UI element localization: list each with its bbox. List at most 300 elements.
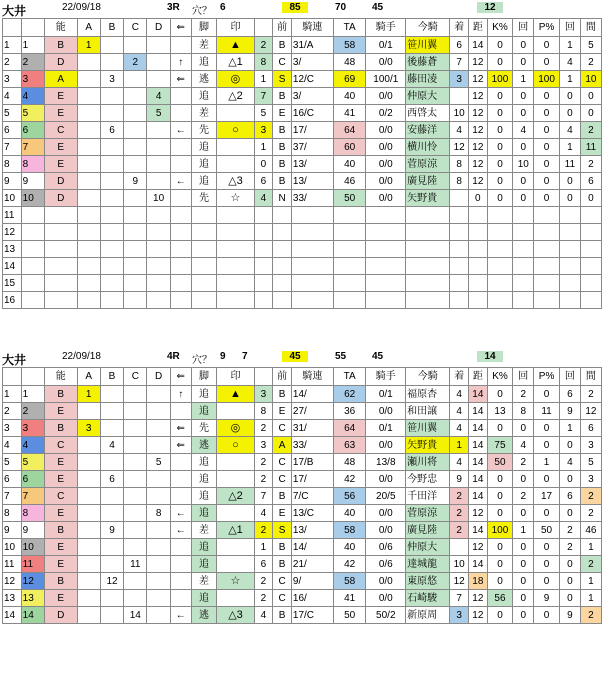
distance: 12 bbox=[469, 122, 488, 139]
frame-number: 4 bbox=[3, 88, 22, 105]
column-header: 距 bbox=[469, 368, 488, 386]
entry-row[interactable] bbox=[3, 122, 602, 139]
ability-grade: B bbox=[44, 522, 77, 539]
running-style: 逃 bbox=[191, 607, 217, 624]
jockey-combo: 31/ bbox=[291, 420, 333, 437]
empty-cell bbox=[77, 224, 100, 241]
distance: 14 bbox=[469, 437, 488, 454]
p-percent: 0 bbox=[534, 505, 560, 522]
column-header: ⇐ bbox=[170, 19, 191, 37]
score-a bbox=[77, 573, 100, 590]
entry-row[interactable] bbox=[3, 488, 602, 505]
ability-grade: E bbox=[44, 454, 77, 471]
mark-rank: 2 bbox=[254, 573, 273, 590]
mark-rank: 1 bbox=[254, 71, 273, 88]
column-header: B bbox=[100, 368, 123, 386]
finish: 9 bbox=[450, 471, 469, 488]
empty-cell bbox=[44, 258, 77, 275]
interval: 1 bbox=[580, 573, 601, 590]
empty-cell bbox=[559, 275, 580, 292]
prev-grade: B bbox=[273, 488, 292, 505]
finish: 3 bbox=[450, 71, 469, 88]
kai-count: 2 bbox=[513, 454, 534, 471]
score-d: 4 bbox=[147, 88, 170, 105]
entry-row[interactable] bbox=[3, 386, 602, 403]
empty-cell bbox=[450, 275, 469, 292]
kai-count-2: 6 bbox=[559, 488, 580, 505]
jockey-combo: 13/ bbox=[291, 522, 333, 539]
ta-index: 63 bbox=[333, 437, 366, 454]
row-number: 11 bbox=[3, 207, 22, 224]
interval: 1 bbox=[580, 539, 601, 556]
row-number: 14 bbox=[3, 258, 22, 275]
k-percent: 0 bbox=[487, 471, 513, 488]
empty-cell bbox=[580, 258, 601, 275]
empty-cell bbox=[333, 224, 366, 241]
ta-index: 41 bbox=[333, 105, 366, 122]
p-percent: 0 bbox=[534, 37, 560, 54]
entry-row[interactable] bbox=[3, 505, 602, 522]
empty-cell bbox=[254, 224, 273, 241]
empty-cell bbox=[291, 275, 333, 292]
entry-row[interactable] bbox=[3, 88, 602, 105]
empty-cell bbox=[513, 224, 534, 241]
k-percent: 0 bbox=[487, 173, 513, 190]
today-jockey: 西啓太 bbox=[406, 105, 450, 122]
p-percent: 0 bbox=[534, 471, 560, 488]
kai-count-2: 11 bbox=[559, 156, 580, 173]
distance: 14 bbox=[469, 556, 488, 573]
horse-number: 10 bbox=[21, 539, 44, 556]
empty-cell bbox=[254, 207, 273, 224]
entry-row[interactable] bbox=[3, 190, 602, 207]
mark-rank: 2 bbox=[254, 37, 273, 54]
column-header bbox=[3, 368, 22, 386]
score-d bbox=[147, 156, 170, 173]
running-style: 差 bbox=[191, 105, 217, 122]
distance: 12 bbox=[469, 139, 488, 156]
frame-number: 2 bbox=[3, 54, 22, 71]
empty-cell bbox=[191, 207, 217, 224]
jockey-combo: 14/ bbox=[291, 539, 333, 556]
entry-table bbox=[2, 367, 602, 624]
entry-row[interactable] bbox=[3, 556, 602, 573]
score-b bbox=[100, 88, 123, 105]
column-header: C bbox=[124, 19, 147, 37]
finish bbox=[450, 539, 469, 556]
kai-count: 4 bbox=[513, 122, 534, 139]
score-d bbox=[147, 173, 170, 190]
p-percent: 100 bbox=[534, 71, 560, 88]
empty-cell bbox=[406, 207, 450, 224]
score-b bbox=[100, 156, 123, 173]
prev-grade: C bbox=[273, 420, 292, 437]
ta-index: 64 bbox=[333, 420, 366, 437]
kai-count: 4 bbox=[513, 437, 534, 454]
horse-number: 8 bbox=[21, 156, 44, 173]
column-header: C bbox=[124, 368, 147, 386]
row-number: 13 bbox=[3, 241, 22, 258]
finish: 4 bbox=[450, 403, 469, 420]
empty-cell bbox=[487, 258, 513, 275]
empty-cell bbox=[469, 275, 488, 292]
mark-rank: 4 bbox=[254, 190, 273, 207]
empty-cell bbox=[291, 207, 333, 224]
today-jockey: 達城龍 bbox=[406, 556, 450, 573]
ability-grade: E bbox=[44, 139, 77, 156]
score-c bbox=[124, 488, 147, 505]
p-percent: 0 bbox=[534, 420, 560, 437]
empty-cell bbox=[217, 258, 254, 275]
entry-row[interactable] bbox=[3, 437, 602, 454]
ability-grade: B bbox=[44, 37, 77, 54]
running-style: 追 bbox=[191, 173, 217, 190]
score-b bbox=[100, 173, 123, 190]
today-jockey: 笹川翼 bbox=[406, 37, 450, 54]
ta-index: 69 bbox=[333, 71, 366, 88]
kai-count-2: 4 bbox=[559, 454, 580, 471]
entry-row[interactable] bbox=[3, 607, 602, 624]
ta-index: 40 bbox=[333, 505, 366, 522]
kishu-top: 45 bbox=[282, 351, 308, 362]
frame-number: 9 bbox=[3, 522, 22, 539]
kai-count-2: 1 bbox=[559, 71, 580, 88]
entry-row[interactable] bbox=[3, 454, 602, 471]
ability-grade: C bbox=[44, 122, 77, 139]
empty-cell bbox=[333, 275, 366, 292]
frame-number: 12 bbox=[3, 573, 22, 590]
p-percent: 0 bbox=[534, 386, 560, 403]
entry-row[interactable] bbox=[3, 37, 602, 54]
empty-cell bbox=[366, 275, 406, 292]
ta-index: 60 bbox=[333, 139, 366, 156]
score-c bbox=[124, 454, 147, 471]
column-header: 回 bbox=[513, 368, 534, 386]
ability-grade: E bbox=[44, 156, 77, 173]
entry-row[interactable] bbox=[3, 403, 602, 420]
jockey-combo: 16/C bbox=[291, 105, 333, 122]
finish: 12 bbox=[450, 573, 469, 590]
ta-index: 58 bbox=[333, 522, 366, 539]
finish: 2 bbox=[450, 488, 469, 505]
race-number: 4R bbox=[167, 351, 180, 362]
column-header: 今騎 bbox=[406, 19, 450, 37]
today-jockey: 菅原涼 bbox=[406, 156, 450, 173]
entry-row[interactable] bbox=[3, 105, 602, 122]
prediction-mark: △2 bbox=[217, 488, 254, 505]
kai-count: 0 bbox=[513, 139, 534, 156]
empty-cell bbox=[147, 241, 170, 258]
running-style: 追 bbox=[191, 139, 217, 156]
trend-arrow bbox=[170, 37, 191, 54]
entry-row[interactable] bbox=[3, 590, 602, 607]
kai-count-2: 0 bbox=[559, 556, 580, 573]
prediction-mark: ○ bbox=[217, 122, 254, 139]
today-jockey: 廣見陸 bbox=[406, 173, 450, 190]
prediction-mark: △1 bbox=[217, 54, 254, 71]
empty-cell bbox=[534, 207, 560, 224]
finish: 7 bbox=[450, 590, 469, 607]
empty-cell bbox=[124, 224, 147, 241]
ta-index: 42 bbox=[333, 471, 366, 488]
jockey-combo: 37/ bbox=[291, 139, 333, 156]
frame-number: 9 bbox=[3, 173, 22, 190]
jockey-combo: 33/ bbox=[291, 437, 333, 454]
entry-row[interactable] bbox=[3, 539, 602, 556]
running-style: 追 bbox=[191, 88, 217, 105]
p-percent: 0 bbox=[534, 173, 560, 190]
horse-number: 9 bbox=[21, 522, 44, 539]
running-style: 追 bbox=[191, 386, 217, 403]
p-percent: 0 bbox=[534, 556, 560, 573]
finish: 10 bbox=[450, 105, 469, 122]
empty-cell bbox=[333, 241, 366, 258]
distance: 14 bbox=[469, 37, 488, 54]
column-header: 回 bbox=[559, 368, 580, 386]
distance: 12 bbox=[469, 539, 488, 556]
score-d bbox=[147, 71, 170, 88]
empty-cell bbox=[21, 241, 44, 258]
entry-row[interactable] bbox=[3, 471, 602, 488]
score-a bbox=[77, 607, 100, 624]
kai-count-2: 2 bbox=[559, 522, 580, 539]
prev-grade: B bbox=[273, 156, 292, 173]
running-style: 追 bbox=[191, 54, 217, 71]
ta-index: 58 bbox=[333, 37, 366, 54]
race-header bbox=[2, 0, 602, 18]
entry-row[interactable] bbox=[3, 156, 602, 173]
column-header: 回 bbox=[513, 19, 534, 37]
entry-row[interactable] bbox=[3, 522, 602, 539]
ability-grade: E bbox=[44, 505, 77, 522]
kai-count: 1 bbox=[513, 71, 534, 88]
frame-number: 7 bbox=[3, 139, 22, 156]
empty-cell bbox=[273, 292, 292, 309]
k-percent: 0 bbox=[487, 607, 513, 624]
empty-cell bbox=[559, 207, 580, 224]
empty-cell bbox=[273, 224, 292, 241]
score-c bbox=[124, 437, 147, 454]
score-a bbox=[77, 522, 100, 539]
ability-grade: D bbox=[44, 190, 77, 207]
prediction-mark: ◎ bbox=[217, 420, 254, 437]
kai-count-2: 0 bbox=[559, 471, 580, 488]
empty-cell bbox=[170, 241, 191, 258]
p-percent: 0 bbox=[534, 105, 560, 122]
score-b bbox=[100, 386, 123, 403]
empty-cell bbox=[217, 275, 254, 292]
column-header: 印 bbox=[217, 368, 254, 386]
distance: 14 bbox=[469, 522, 488, 539]
jockey-record: 0/0 bbox=[366, 590, 406, 607]
horse-number: 7 bbox=[21, 139, 44, 156]
trend-arrow: ↑ bbox=[170, 386, 191, 403]
score-b bbox=[100, 105, 123, 122]
entry-row[interactable] bbox=[3, 139, 602, 156]
running-style: 追 bbox=[191, 471, 217, 488]
prediction-mark bbox=[217, 454, 254, 471]
kai-count: 8 bbox=[513, 403, 534, 420]
finish: 8 bbox=[450, 173, 469, 190]
finish: 12 bbox=[450, 139, 469, 156]
frame-number: 6 bbox=[3, 122, 22, 139]
score-a bbox=[77, 139, 100, 156]
kai-count-2: 9 bbox=[559, 403, 580, 420]
entry-row[interactable] bbox=[3, 173, 602, 190]
prev-grade: B bbox=[273, 386, 292, 403]
score-a bbox=[77, 403, 100, 420]
empty-cell bbox=[580, 292, 601, 309]
k-percent: 56 bbox=[487, 590, 513, 607]
prediction-mark: ☆ bbox=[217, 190, 254, 207]
finish: 4 bbox=[450, 386, 469, 403]
empty-cell bbox=[534, 292, 560, 309]
mark-rank: 8 bbox=[254, 54, 273, 71]
empty-cell bbox=[291, 292, 333, 309]
empty-cell bbox=[100, 258, 123, 275]
score-b bbox=[100, 190, 123, 207]
k-percent: 50 bbox=[487, 454, 513, 471]
empty-cell bbox=[191, 275, 217, 292]
p-percent: 11 bbox=[534, 403, 560, 420]
column-header: TA bbox=[333, 19, 366, 37]
entry-row[interactable] bbox=[3, 420, 602, 437]
empty-cell bbox=[450, 224, 469, 241]
running-style: 追 bbox=[191, 156, 217, 173]
p-percent: 1 bbox=[534, 454, 560, 471]
empty-cell bbox=[406, 258, 450, 275]
score-b bbox=[100, 54, 123, 71]
empty-cell bbox=[147, 292, 170, 309]
empty-cell bbox=[469, 241, 488, 258]
score-d: 10 bbox=[147, 190, 170, 207]
entry-row[interactable] bbox=[3, 573, 602, 590]
interval: 6 bbox=[580, 173, 601, 190]
interval: 2 bbox=[580, 505, 601, 522]
jockey-combo: 16/ bbox=[291, 590, 333, 607]
mark-rank: 2 bbox=[254, 522, 273, 539]
score-b bbox=[100, 607, 123, 624]
empty-cell bbox=[450, 241, 469, 258]
kai-count: 0 bbox=[513, 88, 534, 105]
empty-cell bbox=[21, 275, 44, 292]
prev-grade: S bbox=[273, 71, 292, 88]
column-header: 着 bbox=[450, 19, 469, 37]
column-header: 着 bbox=[450, 368, 469, 386]
jockey-record: 0/6 bbox=[366, 556, 406, 573]
jockey-record: 100/1 bbox=[366, 71, 406, 88]
today-jockey: 菅原涼 bbox=[406, 505, 450, 522]
prev-grade: B bbox=[273, 556, 292, 573]
jockey-top: 45 bbox=[372, 2, 384, 13]
prediction-mark bbox=[217, 105, 254, 122]
column-header: 回 bbox=[559, 19, 580, 37]
empty-row bbox=[3, 275, 602, 292]
today-jockey: 千田洋 bbox=[406, 488, 450, 505]
empty-cell bbox=[124, 258, 147, 275]
kai-count: 0 bbox=[513, 505, 534, 522]
empty-cell bbox=[100, 292, 123, 309]
empty-cell bbox=[580, 275, 601, 292]
empty-cell bbox=[191, 241, 217, 258]
horse-number: 9 bbox=[21, 173, 44, 190]
empty-cell bbox=[366, 258, 406, 275]
race-date: 22/09/18 bbox=[62, 2, 101, 13]
column-header: 脚 bbox=[191, 368, 217, 386]
empty-cell bbox=[254, 258, 273, 275]
empty-cell bbox=[254, 241, 273, 258]
score-c bbox=[124, 420, 147, 437]
trend-arrow bbox=[170, 471, 191, 488]
finish: 10 bbox=[450, 556, 469, 573]
ta-index: 42 bbox=[333, 556, 366, 573]
ta-index: 40 bbox=[333, 539, 366, 556]
jockey-record: 0/0 bbox=[366, 139, 406, 156]
ana-value-a: 9 bbox=[220, 351, 226, 362]
mark-rank: 2 bbox=[254, 590, 273, 607]
empty-cell bbox=[254, 275, 273, 292]
p-percent: 0 bbox=[534, 437, 560, 454]
today-jockey: 東原悠 bbox=[406, 573, 450, 590]
jockey-record: 0/0 bbox=[366, 437, 406, 454]
frame-number: 5 bbox=[3, 105, 22, 122]
jockey-record: 13/8 bbox=[366, 454, 406, 471]
ability-grade: A bbox=[44, 71, 77, 88]
entry-row[interactable] bbox=[3, 54, 602, 71]
entry-row[interactable] bbox=[3, 71, 602, 88]
k-percent: 0 bbox=[487, 420, 513, 437]
ability-grade: B bbox=[44, 573, 77, 590]
race-3r bbox=[2, 0, 602, 309]
jockey-combo: 17/ bbox=[291, 471, 333, 488]
interval: 12 bbox=[580, 403, 601, 420]
score-a bbox=[77, 505, 100, 522]
score-d bbox=[147, 420, 170, 437]
kai-count: 0 bbox=[513, 190, 534, 207]
column-header-row bbox=[3, 19, 602, 37]
score-c bbox=[124, 590, 147, 607]
score-a bbox=[77, 590, 100, 607]
empty-cell bbox=[469, 258, 488, 275]
distance: 12 bbox=[469, 173, 488, 190]
finish: 2 bbox=[450, 522, 469, 539]
empty-cell bbox=[124, 275, 147, 292]
empty-cell bbox=[534, 224, 560, 241]
score-b: 9 bbox=[100, 522, 123, 539]
score-d bbox=[147, 573, 170, 590]
column-header: 能 bbox=[44, 19, 77, 37]
prev-grade: C bbox=[273, 590, 292, 607]
mark-rank: 2 bbox=[254, 471, 273, 488]
race-date: 22/09/18 bbox=[62, 351, 101, 362]
empty-cell bbox=[170, 258, 191, 275]
score-b bbox=[100, 539, 123, 556]
column-header: 脚 bbox=[191, 19, 217, 37]
empty-cell bbox=[450, 258, 469, 275]
jockey-record: 0/6 bbox=[366, 539, 406, 556]
ta-index: 36 bbox=[333, 403, 366, 420]
column-header: B bbox=[100, 19, 123, 37]
mark-rank: 4 bbox=[254, 607, 273, 624]
k-percent: 0 bbox=[487, 556, 513, 573]
score-c bbox=[124, 386, 147, 403]
trend-arrow: ← bbox=[170, 522, 191, 539]
ability-grade: E bbox=[44, 556, 77, 573]
jockey-record: 0/0 bbox=[366, 573, 406, 590]
kai-count-2: 4 bbox=[559, 54, 580, 71]
score-c bbox=[124, 403, 147, 420]
finish: 8 bbox=[450, 156, 469, 173]
